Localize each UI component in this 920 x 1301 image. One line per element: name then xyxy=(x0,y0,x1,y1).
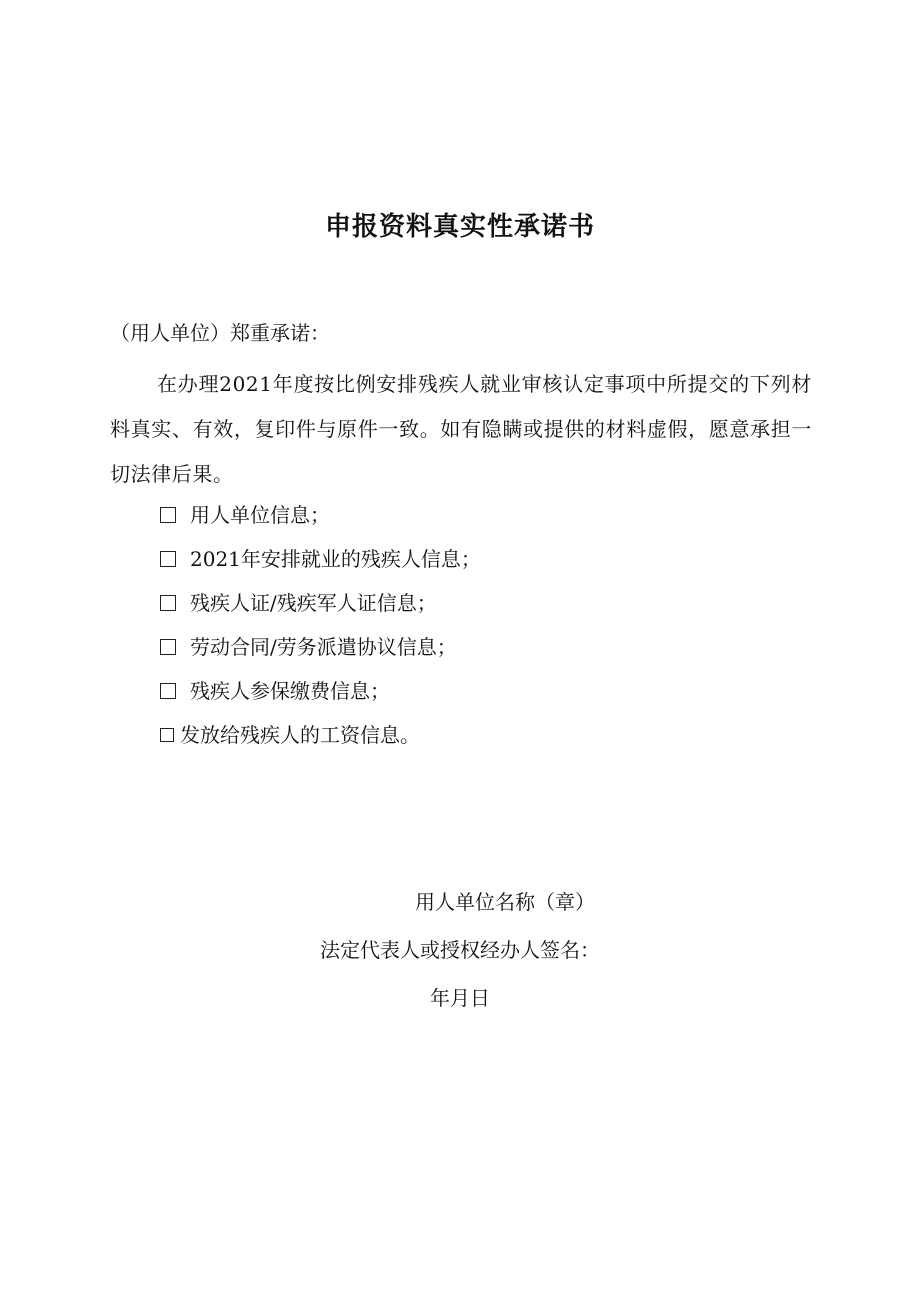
addressee-line: （用人单位）郑重承诺： xyxy=(110,321,330,345)
checkbox-icon[interactable] xyxy=(160,639,176,655)
checklist-item xyxy=(160,537,481,581)
checklist-item xyxy=(160,669,481,713)
document-title: 申报资料真实性承诺书 xyxy=(324,212,595,242)
checkbox-icon[interactable] xyxy=(160,595,176,611)
checklist-item-label: 2021年安排就业的残疾人信息； xyxy=(190,547,481,571)
checklist-item-label: 发放给残疾人的工资信息。 xyxy=(180,723,420,747)
date-line: 年月日 xyxy=(430,986,490,1010)
checkbox-icon[interactable] xyxy=(160,728,174,742)
checklist-item xyxy=(160,713,481,757)
materials-checklist xyxy=(160,493,481,757)
checklist-item xyxy=(160,625,481,669)
checkbox-icon[interactable] xyxy=(160,507,176,523)
representative-signature-line: 法定代表人或授权经办人签名： xyxy=(320,938,600,962)
checkbox-icon[interactable] xyxy=(160,683,176,699)
unit-name-seal-line: 用人单位名称（章） xyxy=(415,890,595,914)
checkbox-icon[interactable] xyxy=(160,551,176,567)
checklist-item-label: 残疾人参保缴费信息； xyxy=(190,679,390,703)
commitment-paragraph: 在办理2021年度按比例安排残疾人就业审核认定事项中所提交的下列材料真实、有效，复印件与原件一致。如有隐瞒或提供的材料虚假，愿意承担一切法律后果。 xyxy=(110,372,812,486)
checklist-item-label: 用人单位信息； xyxy=(190,503,330,527)
checklist-item xyxy=(160,493,481,537)
checklist-item-label: 劳动合同/劳务派遣协议信息； xyxy=(190,635,457,659)
checklist-item-label: 残疾人证/残疾军人证信息； xyxy=(190,591,437,615)
checklist-item xyxy=(160,581,481,625)
